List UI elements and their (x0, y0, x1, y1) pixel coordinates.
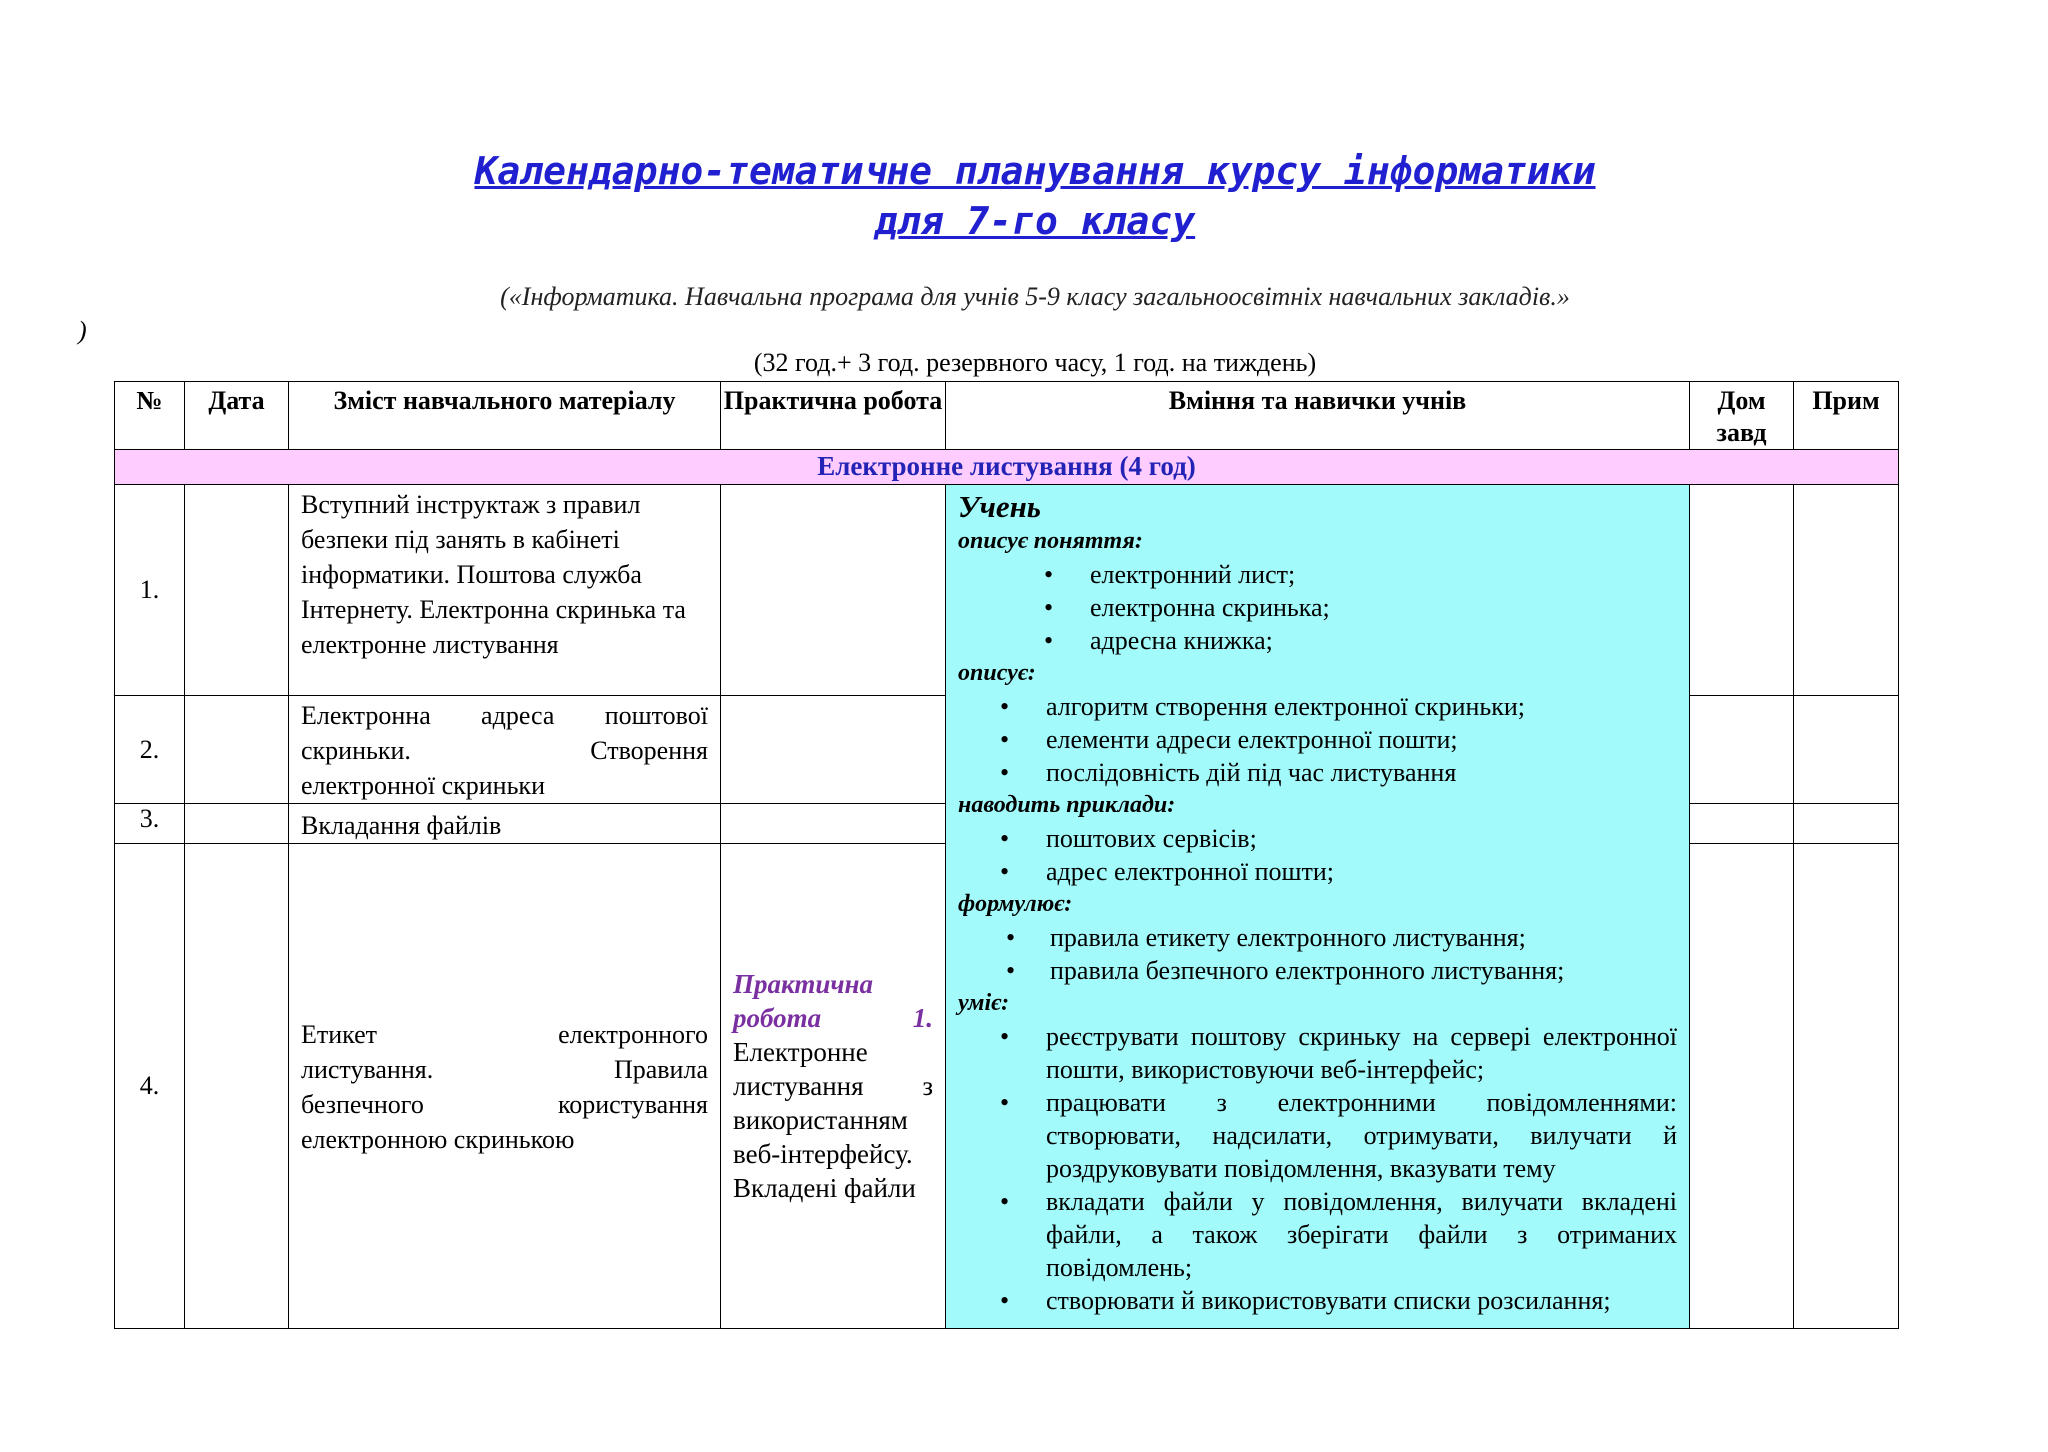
skills-formulates-label: формулює: (958, 891, 1073, 917)
list-item: • адресна книжка; (958, 624, 1677, 657)
skills-examples-list (958, 822, 1677, 888)
row-notes (1794, 485, 1899, 696)
skills-can-list (958, 1020, 1677, 1317)
row-date (185, 485, 289, 696)
list-item: • електронний лист; (958, 558, 1677, 591)
title-line-1: Календарно-тематичне планування курсу інформатики (474, 149, 1596, 193)
header-skills: Вміння та навички учнів (946, 382, 1690, 450)
row-num: 2. (115, 696, 185, 804)
skills-cell (946, 485, 1690, 1329)
list-item: • послідовність дій під час листування (958, 756, 1677, 789)
practical-text: Електронне листування з використанням веб-інтерфейсу. Вкладені файли (733, 1037, 933, 1203)
skills-concepts-label: описує поняття: (958, 528, 1143, 554)
section-row (115, 450, 1899, 485)
header-date: Дата (185, 382, 289, 450)
list-item: • вкладати файли у повідомлення, вилучати вкладені файли, а також зберігати файли з отриманих повідомлень; (958, 1185, 1677, 1284)
skills-examples-label: наводить приклади: (958, 792, 1176, 818)
list-item: • електронна скринька; (958, 591, 1677, 624)
row-content: Етикет електронного листування. Правила безпечного користування електронною скринькою (289, 844, 721, 1329)
row-content-text: Електронна адреса поштової скриньки. Створення електронної скриньки (301, 701, 708, 800)
page-title (0, 146, 2048, 246)
header-notes: Прим (1794, 382, 1899, 450)
skills-describes-list (958, 690, 1677, 789)
row-num: 1. (115, 485, 185, 696)
skills-formulates-list (958, 921, 1677, 987)
row-notes (1794, 696, 1899, 804)
list-item: • створювати й використовувати списки розсилання; (958, 1284, 1677, 1317)
table-header-row (115, 382, 1899, 450)
list-item: • працювати з електронними повідомленнями: створювати, надсилати, отримувати, вилучати й роздруковувати повідомлення, вказувати тему (958, 1086, 1677, 1185)
list-item: • алгоритм створення електронної скриньки; (958, 690, 1677, 723)
list-item: • адрес електронної пошти; (958, 855, 1677, 888)
plan-table (114, 381, 1899, 1329)
row-practical (721, 804, 946, 844)
row-homework (1690, 696, 1794, 804)
skills-describes-label: описує: (958, 660, 1036, 686)
list-item: • реєструвати поштову скриньку на сервері електронної пошти, використовуючи веб-інтерфейс; (958, 1020, 1677, 1086)
row-homework (1690, 804, 1794, 844)
title-line-2: для 7-го класу (874, 199, 1196, 243)
table-row (115, 485, 1899, 696)
row-content (289, 696, 721, 804)
row-homework (1690, 485, 1794, 696)
closing-parenthesis: ) (78, 316, 87, 345)
practical-title: Практична робота 1. (733, 969, 933, 1033)
row-num: 4. (115, 844, 185, 1329)
row-date (185, 696, 289, 804)
skills-concepts-list (958, 558, 1677, 657)
skills-can-label: уміє: (958, 990, 1010, 1016)
header-num: № (115, 382, 185, 450)
list-item: • елементи адреси електронної пошти; (958, 723, 1677, 756)
row-practical (721, 485, 946, 696)
list-item: • поштових сервісів; (958, 822, 1677, 855)
list-item: • правила етикету електронного листування; (958, 921, 1677, 954)
row-content: Вступний інструктаж з правил безпеки під занять в кабінеті інформатики. Поштова служба Інтернету. Електронна скринька та електронне листування (289, 485, 721, 696)
row-notes (1794, 804, 1899, 844)
row-content: Вкладання файлів (289, 804, 721, 844)
list-item: • правила безпечного електронного листування; (958, 954, 1677, 987)
header-practical: Практична робота (721, 382, 946, 450)
section-title: Електронне листування (4 год) (115, 450, 1899, 485)
skills-pupil: Учень (958, 489, 1041, 524)
row-num: 3. (115, 804, 185, 844)
row-date (185, 804, 289, 844)
header-homework: Дом завд (1690, 382, 1794, 450)
row-date (185, 844, 289, 1329)
program-subtitle: («Інформатика. Навчальна програма для учнів 5-9 класу загальноосвітніх навчальних закладів.» (500, 282, 1570, 311)
header-content: Зміст навчального матеріалу (289, 382, 721, 450)
row-homework (1690, 844, 1794, 1329)
row-practical (721, 844, 946, 1329)
hours-note: (32 год.+ 3 год. резервного часу, 1 год. на тиждень) (753, 348, 1317, 377)
row-notes (1794, 844, 1899, 1329)
row-practical (721, 696, 946, 804)
